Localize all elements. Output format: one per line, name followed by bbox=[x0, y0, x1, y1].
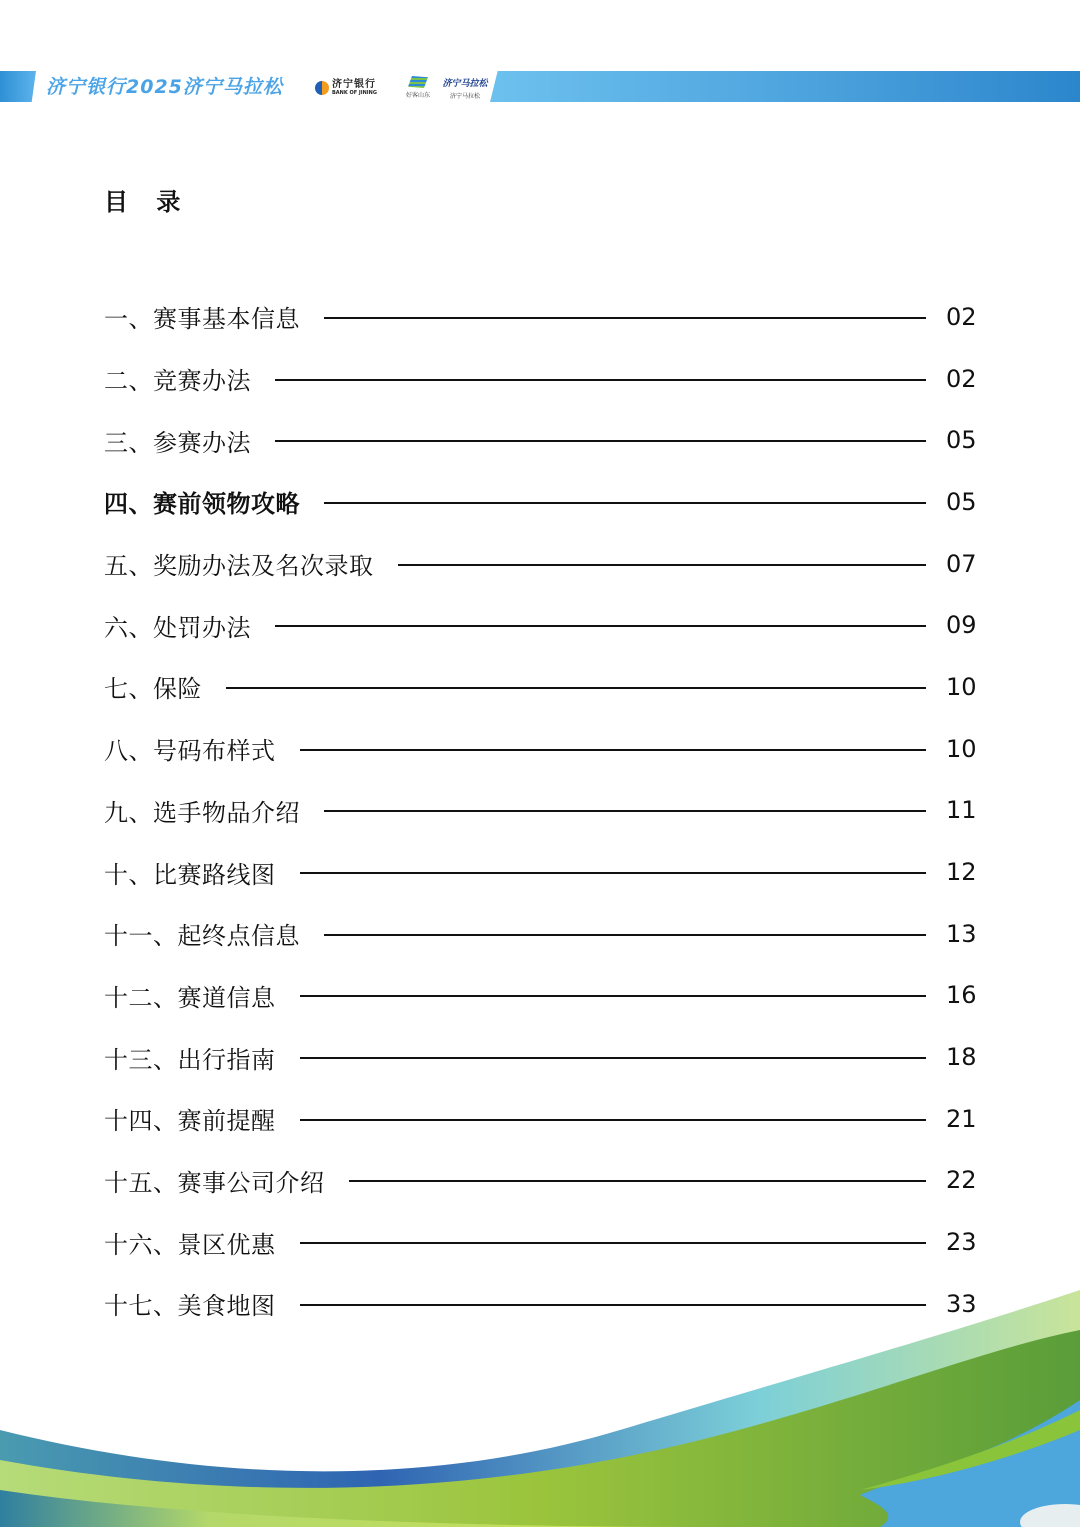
toc-page-number: 16 bbox=[946, 981, 977, 1010]
toc-item[interactable] bbox=[104, 409, 984, 471]
toc-item-label: 十二、赛道信息 bbox=[104, 983, 276, 1012]
toc-item[interactable] bbox=[104, 718, 984, 780]
toc-list bbox=[104, 286, 984, 1335]
marathon-label: 济宁马拉松 bbox=[449, 93, 480, 100]
toc-page-number: 05 bbox=[946, 487, 977, 516]
toc-item[interactable] bbox=[104, 780, 984, 842]
toc-item[interactable] bbox=[104, 471, 984, 533]
toc-item-label: 十六、景区优惠 bbox=[104, 1230, 276, 1259]
toc-item-label: 一、赛事基本信息 bbox=[104, 305, 300, 334]
toc-leader-line bbox=[300, 1242, 927, 1244]
toc-leader-line bbox=[300, 1119, 927, 1121]
toc-page-number: 23 bbox=[946, 1228, 977, 1257]
header-band-right bbox=[490, 71, 1080, 102]
toc-item[interactable] bbox=[104, 286, 984, 348]
toc-item-label: 十三、出行指南 bbox=[104, 1045, 276, 1074]
toc-item[interactable] bbox=[104, 1088, 984, 1150]
toc-leader-line bbox=[275, 379, 926, 381]
toc-item-label: 六、处罚办法 bbox=[104, 613, 251, 642]
toc-page-number: 07 bbox=[946, 549, 977, 578]
toc-item-label: 十、比赛路线图 bbox=[104, 860, 276, 889]
toc-page-number: 10 bbox=[946, 734, 977, 763]
toc-item-label: 三、参赛办法 bbox=[104, 428, 251, 457]
toc-item-label: 十七、美食地图 bbox=[104, 1292, 276, 1321]
toc-item[interactable] bbox=[104, 656, 984, 718]
toc-page-number: 05 bbox=[946, 426, 977, 455]
toc-page-number: 02 bbox=[946, 364, 977, 393]
toc-leader-line bbox=[398, 564, 927, 566]
toc-item[interactable] bbox=[104, 965, 984, 1027]
header-band-left bbox=[0, 71, 36, 102]
toc-item-label: 七、保险 bbox=[104, 675, 202, 704]
toc-item-label: 十一、起终点信息 bbox=[104, 922, 300, 951]
toc-item[interactable] bbox=[104, 348, 984, 410]
toc-item[interactable] bbox=[104, 594, 984, 656]
toc-leader-line bbox=[324, 502, 926, 504]
toc-leader-line bbox=[300, 872, 927, 874]
toc-leader-line bbox=[226, 687, 926, 689]
toc-item-label: 二、竞赛办法 bbox=[104, 367, 251, 396]
toc-item-label: 四、赛前领物攻略 bbox=[104, 490, 300, 519]
bank-of-jining-logo bbox=[315, 78, 377, 98]
toc-leader-line bbox=[324, 317, 926, 319]
haoke-shandong-label: 好客山东 bbox=[405, 92, 430, 99]
toc-page-number: 11 bbox=[946, 796, 977, 825]
bank-logo-icon bbox=[315, 81, 329, 95]
toc-item-label: 五、奖励办法及名次录取 bbox=[104, 552, 374, 581]
toc-item-label: 九、选手物品介绍 bbox=[104, 798, 300, 827]
jining-marathon-logo bbox=[442, 76, 488, 100]
toc-item[interactable] bbox=[104, 533, 984, 595]
toc-leader-line bbox=[324, 934, 926, 936]
bank-name-en: BANK OF JINING bbox=[332, 90, 377, 96]
toc-page-number: 18 bbox=[946, 1043, 977, 1072]
toc-page-number: 12 bbox=[946, 858, 977, 887]
toc-item[interactable] bbox=[104, 841, 984, 903]
toc-page-number: 22 bbox=[946, 1166, 977, 1195]
haoke-shandong-logo bbox=[405, 76, 431, 100]
toc-item-label: 十四、赛前提醒 bbox=[104, 1107, 276, 1136]
toc-title: 目 录 bbox=[104, 188, 191, 216]
toc-page-number: 13 bbox=[946, 919, 977, 948]
toc-leader-line bbox=[300, 749, 927, 751]
toc-leader-line bbox=[324, 810, 926, 812]
toc-item-label: 十五、赛事公司介绍 bbox=[104, 1168, 325, 1197]
toc-page-number: 09 bbox=[946, 611, 977, 640]
toc-item-label: 八、号码布样式 bbox=[104, 737, 276, 766]
toc-leader-line bbox=[300, 1057, 927, 1059]
event-title: 济宁银行2025济宁马拉松 bbox=[46, 76, 283, 98]
bank-name-cn: 济宁银行 bbox=[332, 79, 376, 90]
toc-item[interactable] bbox=[104, 1211, 984, 1273]
haoke-shandong-icon bbox=[408, 76, 428, 88]
toc-item[interactable] bbox=[104, 1026, 984, 1088]
toc-leader-line bbox=[300, 995, 927, 997]
marathon-signature-icon: 济宁马拉松 bbox=[442, 79, 488, 89]
toc-leader-line bbox=[275, 625, 926, 627]
footer-wave-decoration bbox=[0, 1290, 1080, 1527]
toc-page-number: 10 bbox=[946, 672, 977, 701]
toc-leader-line bbox=[275, 440, 926, 442]
toc-page-number: 33 bbox=[946, 1289, 977, 1318]
toc-item[interactable] bbox=[104, 903, 984, 965]
toc-leader-line bbox=[349, 1180, 927, 1182]
toc-page-number: 21 bbox=[946, 1104, 977, 1133]
toc-page-number: 02 bbox=[946, 302, 977, 331]
toc-item[interactable] bbox=[104, 1150, 984, 1212]
